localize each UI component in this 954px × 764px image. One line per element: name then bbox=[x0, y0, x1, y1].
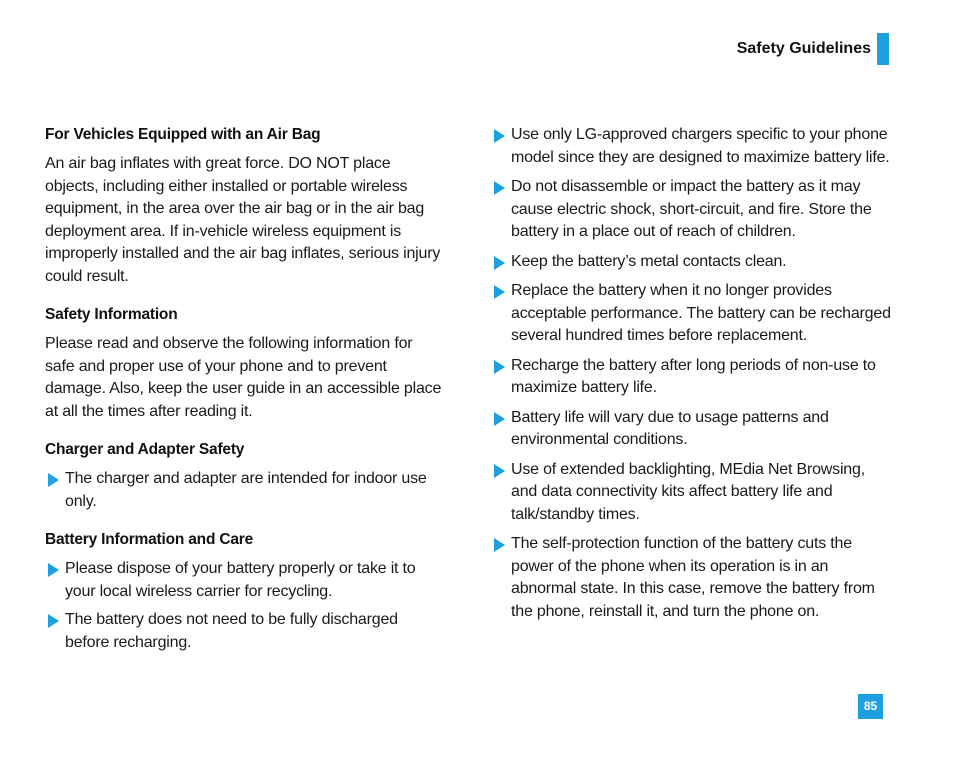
section-accent-bar bbox=[877, 33, 889, 65]
charger-list bbox=[45, 468, 443, 513]
list-item-text: The self-protection function of the battery cuts the power of the phone when its operation is in an abnormal state. In this case, remove the battery from the phone, reinstall it, and turn the phone on. bbox=[511, 535, 875, 620]
page-number: 85 bbox=[858, 694, 883, 719]
list-item-text: Keep the battery’s metal contacts clean. bbox=[511, 252, 787, 270]
battery-care-list bbox=[491, 124, 891, 623]
triangle-bullet-icon bbox=[494, 181, 505, 195]
list-item-text: Use only LG-approved chargers specific to your phone model since they are designed to maximize battery life. bbox=[511, 126, 890, 166]
list-item-text: Please dispose of your battery properly or take it to your local wireless carrier for recycling. bbox=[65, 560, 416, 600]
triangle-bullet-icon bbox=[494, 129, 505, 143]
triangle-bullet-icon bbox=[494, 412, 505, 426]
list-item bbox=[491, 176, 891, 244]
triangle-bullet-icon bbox=[494, 538, 505, 552]
list-item bbox=[491, 355, 891, 400]
list-item-text: The battery does not need to be fully discharged before recharging. bbox=[65, 611, 398, 651]
list-item bbox=[45, 468, 443, 513]
list-item bbox=[491, 251, 891, 274]
triangle-bullet-icon bbox=[48, 473, 59, 487]
page-header bbox=[737, 33, 889, 65]
triangle-bullet-icon bbox=[48, 614, 59, 628]
list-item bbox=[491, 124, 891, 169]
list-item bbox=[491, 533, 891, 623]
list-item bbox=[491, 407, 891, 452]
list-item bbox=[491, 280, 891, 348]
triangle-bullet-icon bbox=[48, 563, 59, 577]
battery-heading: Battery Information and Care bbox=[45, 531, 253, 548]
triangle-bullet-icon bbox=[494, 285, 505, 299]
triangle-bullet-icon bbox=[494, 464, 505, 478]
triangle-bullet-icon bbox=[494, 360, 505, 374]
list-item bbox=[45, 609, 443, 654]
list-item-text: Recharge the battery after long periods of non-use to maximize battery life. bbox=[511, 356, 876, 396]
list-item bbox=[491, 459, 891, 527]
airbag-heading: For Vehicles Equipped with an Air Bag bbox=[45, 126, 321, 143]
right-column bbox=[491, 124, 891, 639]
triangle-bullet-icon bbox=[494, 256, 505, 270]
list-item-text: Do not disassemble or impact the battery as it may cause electric shock, short-circuit, and fire. Store the battery in a place out of reach of children. bbox=[511, 178, 872, 240]
list-item-text: Use of extended backlighting, MEdia Net Browsing, and data connectivity kits affect battery life and talk/standby times. bbox=[511, 460, 865, 523]
charger-heading: Charger and Adapter Safety bbox=[45, 441, 245, 458]
left-column bbox=[45, 124, 443, 670]
safety-info-heading: Safety Information bbox=[45, 306, 178, 323]
list-item-text: Battery life will vary due to usage patterns and environmental conditions. bbox=[511, 408, 829, 448]
list-item-text: Replace the battery when it no longer provides acceptable performance. The battery can be recharged several hundred times before replacement. bbox=[511, 282, 891, 344]
section-title: Safety Guidelines bbox=[736, 40, 871, 57]
battery-list bbox=[45, 558, 443, 654]
list-item bbox=[45, 558, 443, 603]
airbag-text: An air bag inflates with great force. DO NOT place objects, including either installed or portable wireless equipment, in the area over the air bag or in the air bag deployment area. If in-vehicle wireless equipment is improperly installed and the air bag inflates, serious injury could result. bbox=[45, 155, 441, 285]
list-item-text: The charger and adapter are intended for indoor use only. bbox=[65, 470, 427, 510]
safety-info-text: Please read and observe the following information for safe and proper use of your phone and to prevent damage. Also, keep the user guide in an accessible place at all the times after reading it. bbox=[45, 335, 442, 420]
